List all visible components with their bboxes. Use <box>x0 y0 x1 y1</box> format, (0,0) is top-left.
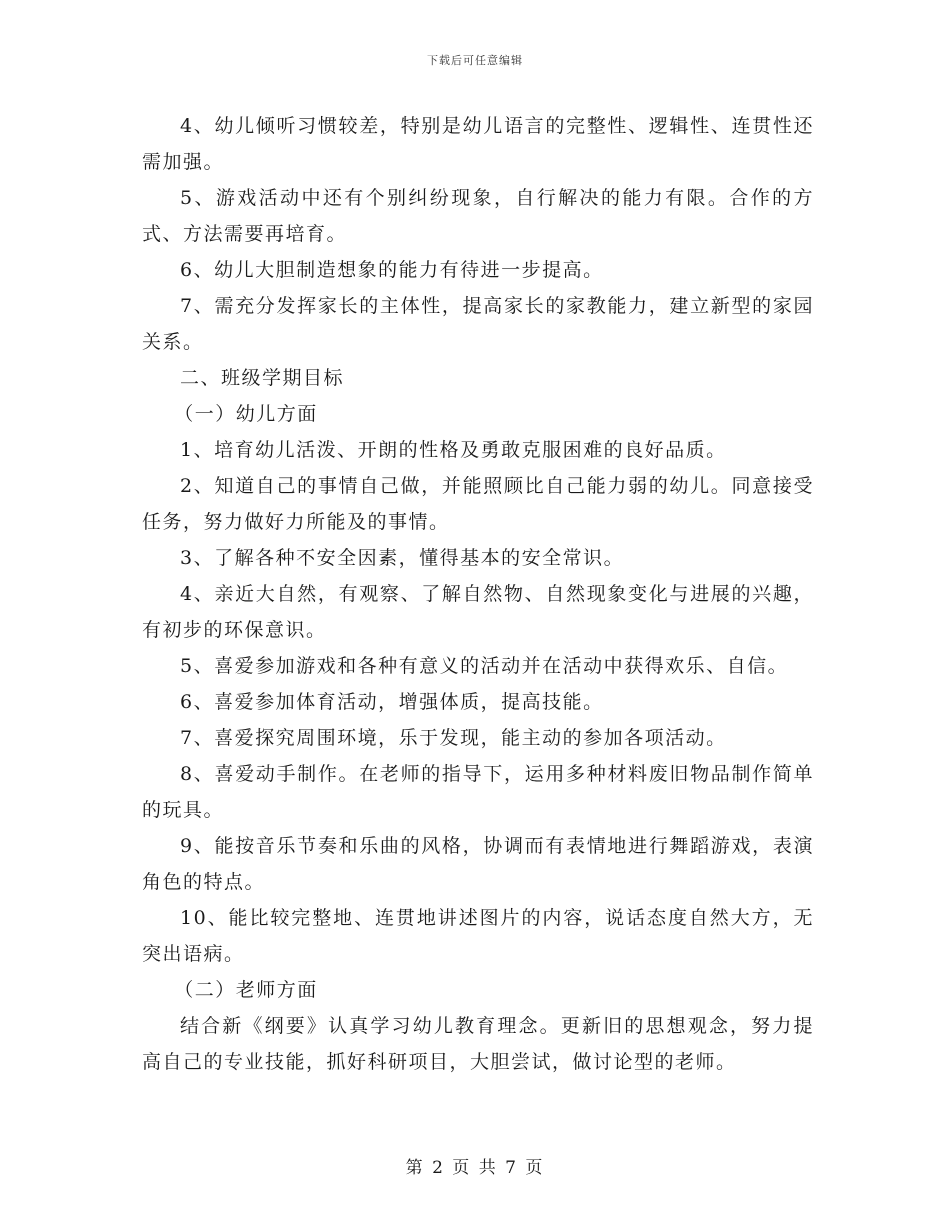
list-item: 5、喜爱参加游戏和各种有意义的活动并在活动中获得欢乐、自信。 <box>180 655 789 677</box>
list-item: 7、需充分发挥家长的主体性，提高家长的家教能力，建立新型的家园关系。 <box>142 295 814 353</box>
subsection-heading: （二）老师方面 <box>174 979 318 1001</box>
list-item: 6、幼儿大胆制造想象的能力有待进一步提高。 <box>180 259 604 281</box>
subsection-heading: （一）幼儿方面 <box>174 403 318 425</box>
list-item: 4、幼儿倾听习惯较差，特别是幼儿语言的完整性、逻辑性、连贯性还需加强。 <box>142 115 814 173</box>
body-paragraph: 结合新《纲要》认真学习幼儿教育理念。更新旧的思想观念，努力提高自己的专业技能，抓好科研项目，大胆尝试，做讨论型的老师。 <box>142 1015 814 1073</box>
list-item: 8、喜爱动手制作。在老师的指导下，运用多种材料废旧物品制作简单的玩具。 <box>142 763 814 821</box>
list-item: 5、游戏活动中还有个别纠纷现象，自行解决的能力有限。合作的方式、方法需要再培育。 <box>142 187 814 245</box>
page-header: 下载后可任意编辑 <box>427 54 523 67</box>
page-number: 第 2 页 共 7 页 <box>405 1158 545 1178</box>
list-item: 1、培育幼儿活泼、开朗的性格及勇敢克服困难的良好品质。 <box>180 439 727 461</box>
list-item: 9、能按音乐节奏和乐曲的风格，协调而有表情地进行舞蹈游戏，表演角色的特点。 <box>142 835 814 893</box>
list-item: 7、喜爱探究周围环境，乐于发现，能主动的参加各项活动。 <box>180 727 727 749</box>
list-item: 3、了解各种不安全因素，懂得基本的安全常识。 <box>180 547 625 569</box>
list-item: 2、知道自己的事情自己做，并能照顾比自己能力弱的幼儿。同意接受任务，努力做好力所能及的事情。 <box>142 475 814 533</box>
list-item: 4、亲近大自然，有观察、了解自然物、自然现象变化与进展的兴趣，有初步的环保意识。 <box>142 583 814 641</box>
section-heading: 二、班级学期目标 <box>180 367 345 389</box>
list-item: 10、能比较完整地、连贯地讲述图片的内容，说话态度自然大方，无突出语病。 <box>142 907 814 965</box>
list-item: 6、喜爱参加体育活动，增强体质，提高技能。 <box>180 691 604 713</box>
document-body <box>142 108 814 1080</box>
